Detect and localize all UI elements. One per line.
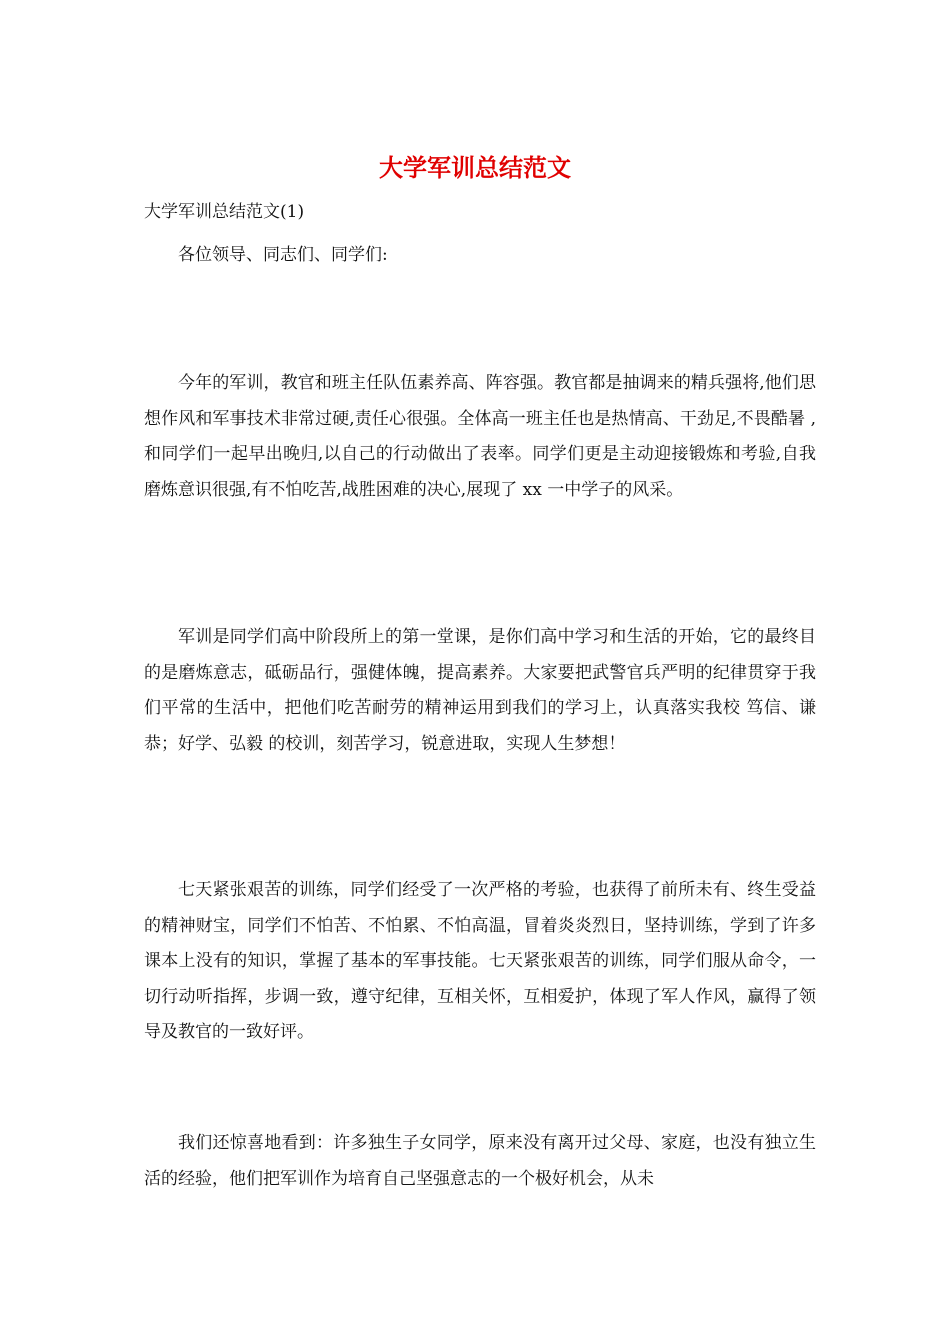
paragraph-4: 我们还惊喜地看到：许多独生子女同学，原来没有离开过父母、家庭，也没有独立生活的经验，他们把军训作为培育自己坚强意志的一个极好机会，从未	[144, 1133, 816, 1189]
document-subtitle: 大学军训总结范文(1)	[144, 202, 305, 222]
greeting-line: 各位领导、同志们、同学们:	[178, 245, 388, 265]
paragraph-2: 军训是同学们高中阶段所上的第一堂课，是你们高中学习和生活的开始，它的最终目的是磨炼意志，砥砺品行，强健体魄，提高素养。大家要把武警官兵严明的纪律贯穿于我们平常的生活中，把他们吃苦耐劳的精神运用到我们的学习上，认真落实我校 笃信、谦恭；好学、弘毅 的校训，刻苦学习，锐意进取，实现人生梦想！	[144, 627, 816, 754]
paragraph-1: 今年的军训，教官和班主任队伍素养高、阵容强。教官都是抽调来的精兵强将,他们思想作风和军事技术非常过硬,责任心很强。全体高一班主任也是热情高、干劲足,不畏酷暑 ,和同学们一起早出晚归,以自己的行动做出了表率。同学们更是主动迎接锻炼和考验,自我磨炼意识很强,有不怕吃苦,战胜困难的决心,展现了 xx 一中学子的风采。	[144, 373, 816, 500]
paragraph-3: 七天紧张艰苦的训练，同学们经受了一次严格的考验，也获得了前所未有、终生受益的精神财宝，同学们不怕苦、不怕累、不怕高温，冒着炎炎烈日，坚持训练，学到了许多课本上没有的知识，掌握了基本的军事技能。七天紧张艰苦的训练，同学们服从命令，一切行动听指挥，步调一致，遵守纪律，互相关怀，互相爱护，体现了军人作风，赢得了领导及教官的一致好评。	[144, 880, 816, 1042]
document-title: 大学军训总结范文	[379, 153, 571, 182]
